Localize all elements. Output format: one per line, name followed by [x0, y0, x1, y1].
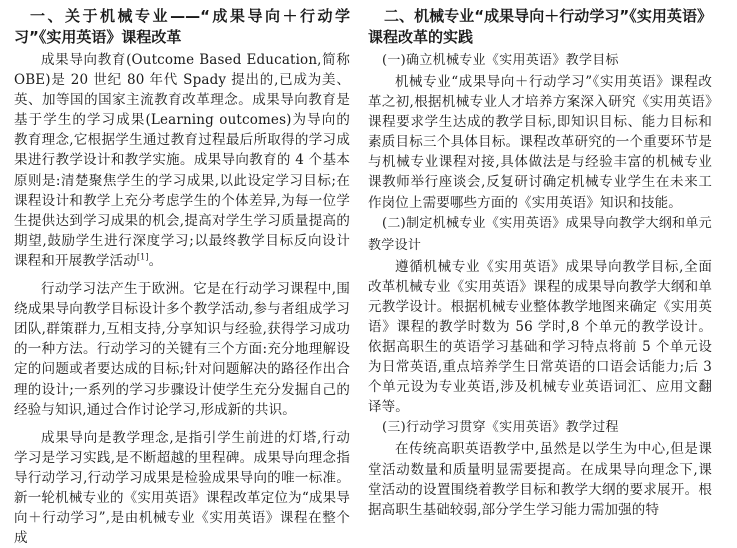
paragraph-teaching-process: 在传统高职英语教学中,虽然是以学生为中心,但是课堂活动数量和质量明显需要提高。在成果导向理念下,课堂活动的设置围绕着教学目标和教学大纲的要求展开。根据高职生基础较弱,部分学生学习能力需加强的特	[368, 441, 712, 518]
paragraph-obe-text: 成果导向教育(Outcome Based Education,简称 OBE)是 20 世纪 80 年代 Spady 提出的,已成为美、英、加等国的国家主流教育改革理念。成果导向教育是基于学生的学习成果(Learning outcomes)为导向的教育理念,它根据学生通过教育过程最后所取得的学习成果进行教学设计和教学实施。成果导向教育的 4 个基本原则是:清楚聚焦学生的学习成果,以此设定学习目标;在课程设计和教学上充分考虑学生的个体差异,为每一位学生提供达到学习成果的机会,提高对学生学习质量提高的期望,鼓励学生进行深度学习;以最终教学目标反向设计课程和开展教学活动	[14, 52, 350, 269]
subheading-1: (一)确立机械专业《实用英语》教学目标	[382, 53, 619, 68]
paragraph-action-learning: 行动学习法产生于欧洲。它是在行动学习课程中,围绕成果导向教学目标设计多个教学活动,参与者组成学习团队,群策群力,互相支持,分享知识与经验,获得学习成功的一种方法。行动学习的关键有三个方面:充分地理解设定的问题或者要达成的目标;针对问题解决的路径作出合理的设计;一系列的学习步骤设计使学生充分发掘自己的经验与知识,通过合作讨论学习,形成新的共识。	[14, 281, 350, 418]
paragraph-obe	[14, 50, 350, 271]
subheading-2: (二)制定机械专业《实用英语》成果导向教学大纲和单元教学设计	[368, 215, 712, 253]
section-heading-1: 一、关于机械专业——“成果导向＋行动学习”《实用英语》课程改革	[14, 7, 350, 46]
right-column	[368, 6, 712, 520]
paragraph-outcome-guidance: 成果导向是教学理念,是指引学生前进的灯塔,行动学习是学习实践,是不断超越的里程碑。成果导向理念指导行动学习,行动学习成果是检验成果导向的唯一标准。新一轮机械专业的《实用英语》课程改革定位为“成果导向＋行动学习”,是由机械专业《实用英语》课程在整个成	[14, 429, 350, 547]
citation-ref: [1]	[136, 252, 149, 262]
left-column	[14, 6, 350, 548]
paragraph-obe-end: 。	[148, 252, 163, 269]
section-heading-2: 二、机械专业“成果导向＋行动学习”《实用英语》课程改革的实践	[368, 7, 712, 46]
paragraph-teaching-goals: 机械专业“成果导向＋行动学习”《实用英语》课程改革之初,根据机械专业人才培养方案深入研究《实用英语》课程要求学生达成的教学目标,即知识目标、能力目标和素质目标三个具体目标。课程改革研究的一个重要环节是与机械专业课程对接,具体做法是与经验丰富的机械专业课教师举行座谈会,反复研讨确定机械专业学生在未来工作岗位上需要哪些方面的《实用英语》知识和技能。	[368, 74, 712, 211]
subheading-3: (三)行动学习贯穿《实用英语》教学过程	[382, 420, 619, 436]
paragraph-syllabus: 遵循机械专业《实用英语》成果导向教学目标,全面改革机械专业《实用英语》课程的成果导向教学大纲和单元教学设计。根据机械专业整体教学地图来确定《实用英语》课程的教学时数为 56 学时,8 个单元的教学设计。依据高职生的英语学习基础和学习特点将前 5 个单元设为日常英语,重点培养学生日常英语的口语会话能力;后 3 个单元设为专业英语,涉及机械专业英语词汇、应用文翻译等。	[368, 258, 712, 416]
